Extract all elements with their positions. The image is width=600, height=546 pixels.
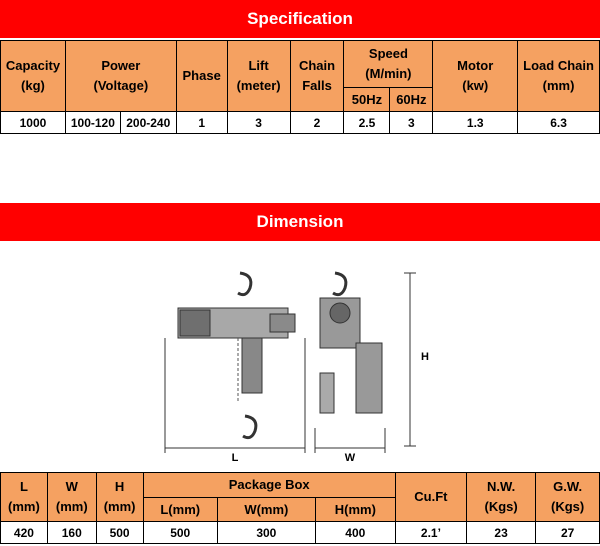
cell-gw: 27 [536,522,600,544]
header-l: L (mm) [1,473,48,522]
dimension-banner [0,203,600,241]
header-nw: N.W. (Kgs) [466,473,535,522]
header-cuft: Cu.Ft [395,473,466,522]
cell-speed-50: 2.5 [344,112,390,134]
label-w: W [344,452,356,463]
header-speed-60hz: 60Hz [390,88,433,112]
header-load-chain: Load Chain (mm) [518,41,600,112]
specification-table [0,40,600,134]
header-h: H (mm) [96,473,143,522]
cell-pb-w: 300 [217,522,315,544]
header-capacity: Capacity (kg) [1,41,66,112]
header-chain-falls: Chain Falls [290,41,344,112]
cell-pb-h: 400 [315,522,395,544]
header-gw: G.W. (Kgs) [536,473,600,522]
cell-lift: 3 [227,112,290,134]
header-motor: Motor (kw) [433,41,518,112]
header-w: W (mm) [47,473,96,522]
cell-chain-falls: 2 [290,112,344,134]
label-h: H [421,351,429,363]
front-hook-icon [333,273,346,295]
header-power: Power (Voltage) [65,41,176,112]
cell-w: 160 [47,522,96,544]
specification-title: Specification [247,9,353,28]
cell-capacity: 1000 [1,112,66,134]
header-phase: Phase [176,41,227,112]
cell-cuft: 2.1’ [395,522,466,544]
bottom-hook-icon [243,416,256,438]
header-pb-l: L(mm) [143,498,217,522]
cell-motor: 1.3 [433,112,518,134]
header-pb-h: H(mm) [315,498,395,522]
header-speed: Speed (M/min) [344,41,433,88]
cell-power-2: 200-240 [120,112,176,134]
top-hook-icon [238,273,251,295]
cell-h: 500 [96,522,143,544]
header-lift: Lift (meter) [227,41,290,112]
header-pb-w: W(mm) [217,498,315,522]
dimension-table [0,472,600,544]
cell-speed-60: 3 [390,112,433,134]
cell-load-chain: 6.3 [518,112,600,134]
header-speed-50hz: 50Hz [344,88,390,112]
header-package-box: Package Box [143,473,395,498]
cell-nw: 23 [466,522,535,544]
cell-phase: 1 [176,112,227,134]
chain-bag-side [242,338,262,393]
cell-pb-l: 500 [143,522,217,544]
cell-power-1: 100-120 [65,112,120,134]
dimension-title: Dimension [256,212,344,231]
specification-banner [0,0,600,38]
label-l: L [231,452,239,463]
cell-l: 420 [1,522,48,544]
hoist-dimension-drawing [120,268,460,463]
